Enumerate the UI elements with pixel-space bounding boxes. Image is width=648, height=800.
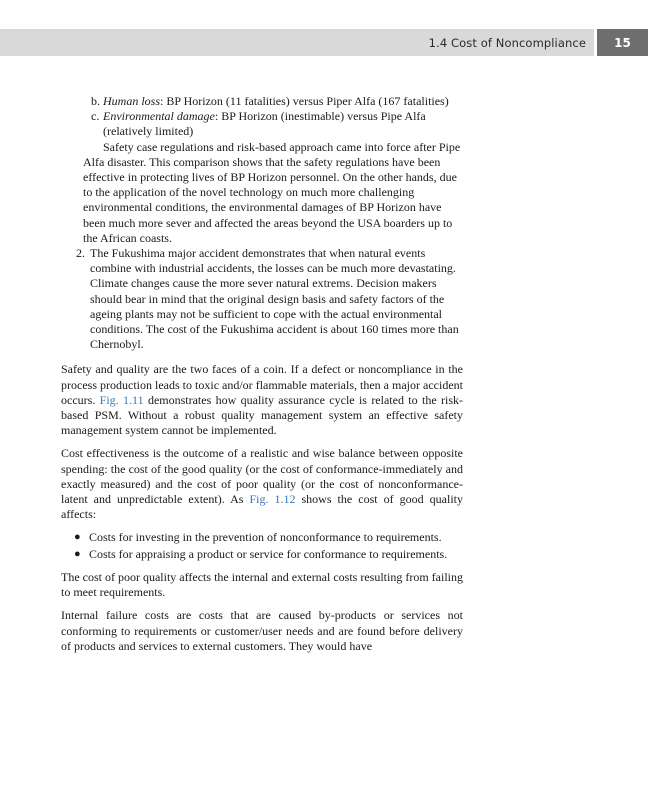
list-item xyxy=(61,547,463,562)
list-item-text: The Fukushima major accident demonstrates that when natural events combine with industrial accidents, the losses can be much more devastating. Climate changes cause the more sever natural extrems. Decision makers should bear in mind that the original design basis and safety factors of the ageing plants may not be sufficient to cope with the actual environmental conditions. The cost of the Fukushima accident is about 160 times more than Chernobyl. xyxy=(90,246,459,352)
paragraph-poor-quality: The cost of poor quality affects the internal and external costs resulting from failing to meet requirements. xyxy=(61,569,463,600)
list-marker: b. xyxy=(91,94,100,108)
item-body: : BP Horizon (inestimable) versus Pipe Alfa (relatively limited) xyxy=(103,109,426,139)
item-label: Human loss xyxy=(103,94,161,108)
text-run: shows the cost of good quality affects: xyxy=(61,492,463,522)
running-header xyxy=(0,29,648,56)
bullet-text: Costs for investing in the prevention of nonconformance to requirements. xyxy=(89,530,442,545)
text-run: Cost effectiveness is the outcome of a realistic and wise balance between opposite spending: the cost of the good quality (or the cost of conformance-immediately and exactly measured) and the cost of poor quality (or the cost of nonconformance-latent and unpredictable extent). As xyxy=(61,446,463,507)
list-item-b xyxy=(61,94,463,109)
safety-case-paragraph: Safety case regulations and risk-based approach came into force after Pipe Alfa disaster. This comparison shows that the safety regulations have been effective in protecting lives of BP Horizon personnel. On the other hands, due to the application of the novel technology on much more challenging environmental conditions, the environmental damages of BP Horizon have been much more sever and affected the areas beyond the USA boarders up to the African coasts. xyxy=(83,139,461,245)
paragraph-internal-failure: Internal failure costs are costs that are caused by-products or services not conforming to requirements or customer/user needs and are found before delivery of products and services to external customers. They would have xyxy=(61,608,463,653)
text-run: demonstrates how quality assurance cycle is related to the risk-based PSM. Without a robust quality management system an effective safety management system cannot be implemented. xyxy=(61,392,463,438)
bullet-text: Costs for appraising a product or service for conformance to requirements. xyxy=(89,546,448,561)
item-body: : BP Horizon (11 fatalities) versus Piper Alfa (167 fatalities) xyxy=(160,94,449,108)
running-title: 1.4 Cost of Noncompliance xyxy=(428,36,586,50)
page-body xyxy=(61,94,463,654)
list-item-text xyxy=(103,109,463,139)
list-marker: c. xyxy=(91,109,100,124)
bullet-icon: ● xyxy=(74,547,81,560)
bullet-icon: ● xyxy=(74,531,81,544)
figure-link-1-11[interactable]: Fig. 1.11 xyxy=(99,392,144,407)
list-marker: 2. xyxy=(76,246,85,261)
page-number: 15 xyxy=(594,29,648,56)
paragraph-cost-effectiveness xyxy=(61,446,463,522)
bullet-list xyxy=(61,530,463,561)
item-label: Environmental damage xyxy=(103,109,215,124)
text-run: Safety and quality are the two faces of a coin. If a defect or noncompliance in the process production leads to toxic and/or flammable materials, then a major accident occurs. xyxy=(61,362,463,407)
list-item-text xyxy=(103,94,463,109)
paragraph-safety-quality xyxy=(61,362,463,438)
figure-link-1-12[interactable]: Fig. 1.12 xyxy=(249,492,296,507)
list-item-2 xyxy=(61,246,463,352)
list-item-c xyxy=(61,109,463,139)
list-item xyxy=(61,530,463,545)
